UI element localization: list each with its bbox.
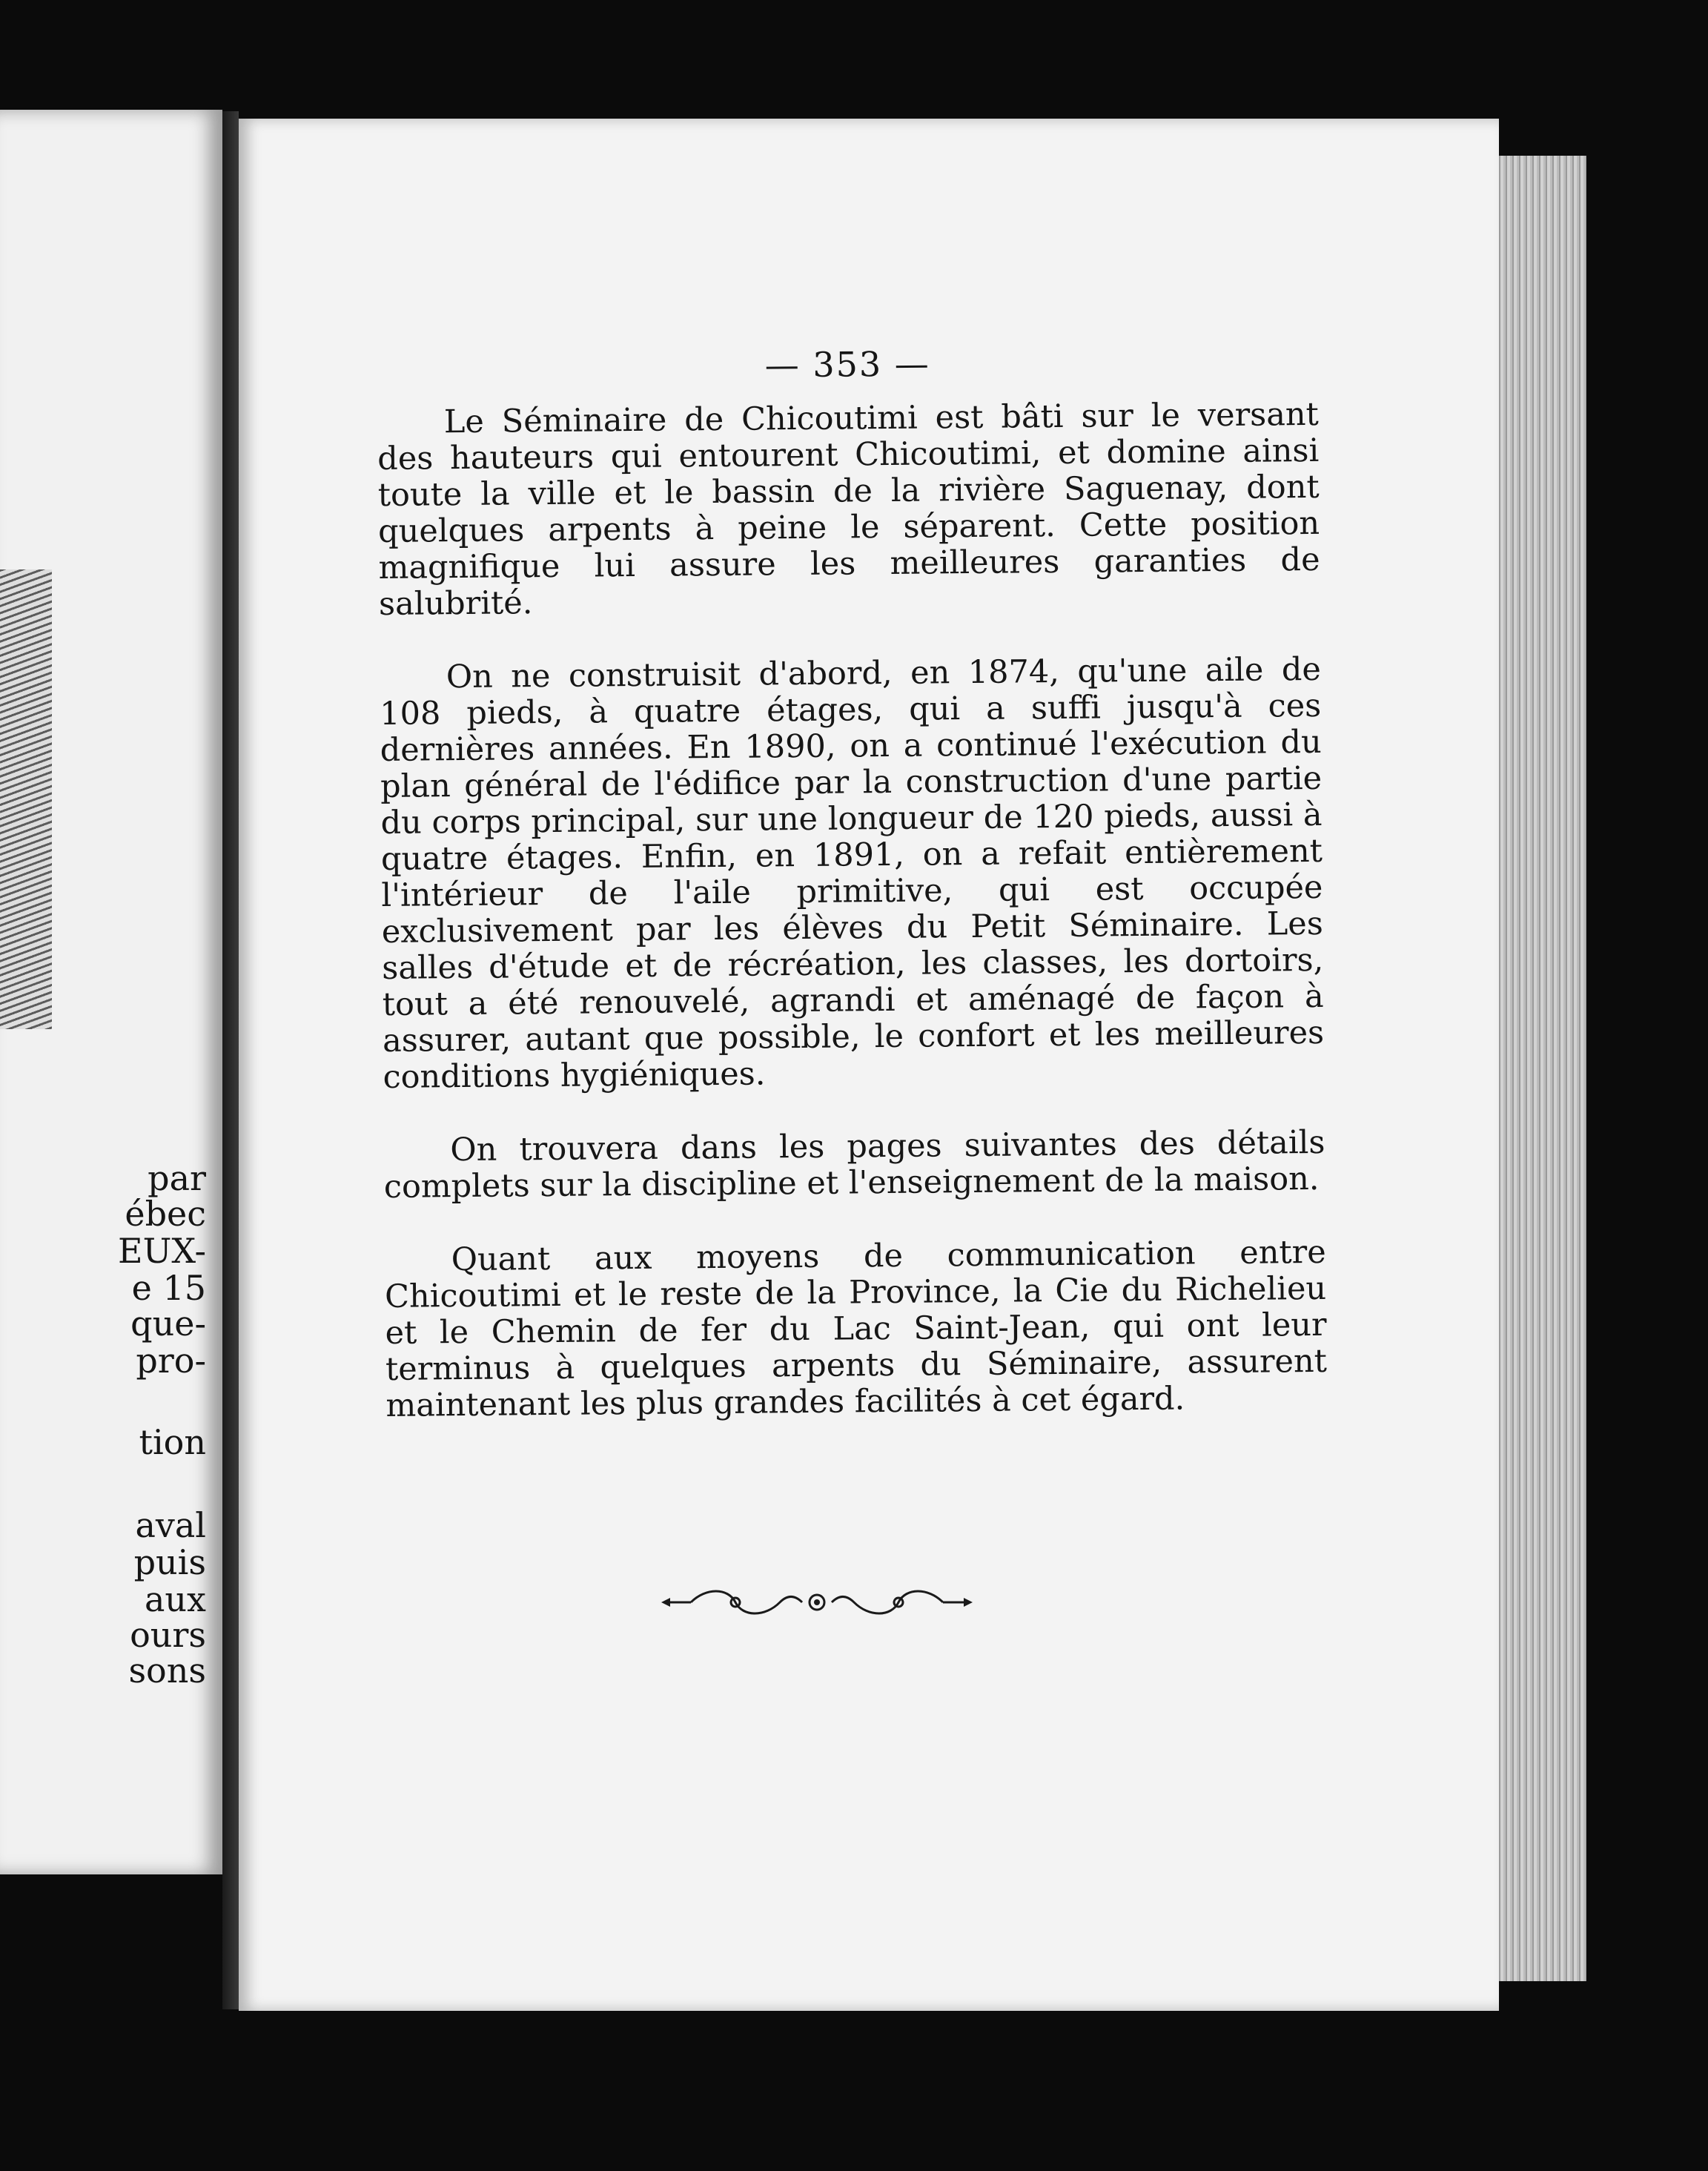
facing-page-fragment: ébec: [125, 1194, 206, 1234]
facing-page-fragment: sons: [128, 1650, 206, 1691]
page-text-block: [377, 340, 1328, 1461]
paragraph: Quant aux moyens de communication entre Chicoutimi et le reste de la Province, la Cie du Richelieu et le Chemin de fer du Lac Saint-Jean, qui ont leur terminus à quelques arpents du Séminaire, assurent maintenant les plus grandes facilités à cet égard.: [384, 1233, 1328, 1424]
book-page: [239, 119, 1499, 2011]
ornament-divider-icon: [661, 1584, 973, 1621]
facing-page-fragment: aval: [135, 1505, 206, 1545]
facing-page-fragment: ours: [130, 1615, 206, 1655]
facing-page: [0, 110, 222, 1874]
page-number: — 353 —: [764, 343, 930, 386]
facing-page-fragment: pro-: [136, 1341, 206, 1381]
page-edges: [1499, 156, 1586, 1981]
facing-page-fragment: e 15: [131, 1268, 206, 1308]
paragraph: Le Séminaire de Chicoutimi est bâti sur le versant des hauteurs qui entourent Chicoutimi, et domine ainsi toute la ville et le bassin de la rivière Saguenay, dont quelques arpents à peine le séparent. Cette position magnifique lui assure les meilleures garanties de salubrité.: [377, 395, 1320, 623]
paragraph: On trouvera dans les pages suivantes des détails complets sur la discipline et l'enseignement de la maison.: [383, 1123, 1325, 1206]
facing-page-fragment: tion: [139, 1422, 206, 1462]
book-gutter: [222, 111, 239, 2009]
facing-page-illustration: [0, 569, 52, 1029]
facing-page-fragment: EUX-: [118, 1231, 206, 1271]
facing-page-fragment: que-: [130, 1303, 206, 1344]
paragraph: On ne construisit d'abord, en 1874, qu'une aile de 108 pieds, à quatre étages, qui a suffi jusqu'à ces dernières années. En 1890, on a continué l'exécution du plan général de l'édifice par la construction d'une partie du corps principal, sur une longueur de 120 pieds, aussi à quatre étages. Enfin, en 1891, on a refait entièrement l'intérieur de l'aile primitive, qui est occupée exclusivement par les élèves du Petit Séminaire. Les salles d'étude et de récréation, les classes, les dortoirs, tout a été renouvelé, agrandi et aménagé de façon à assurer, autant que possible, le confort et les meilleures conditions hygiéniques.: [380, 650, 1325, 1096]
facing-page-fragment: puis: [133, 1542, 206, 1582]
facing-page-fragment: aux: [145, 1579, 206, 1619]
facing-page-fragment: par: [148, 1158, 206, 1198]
